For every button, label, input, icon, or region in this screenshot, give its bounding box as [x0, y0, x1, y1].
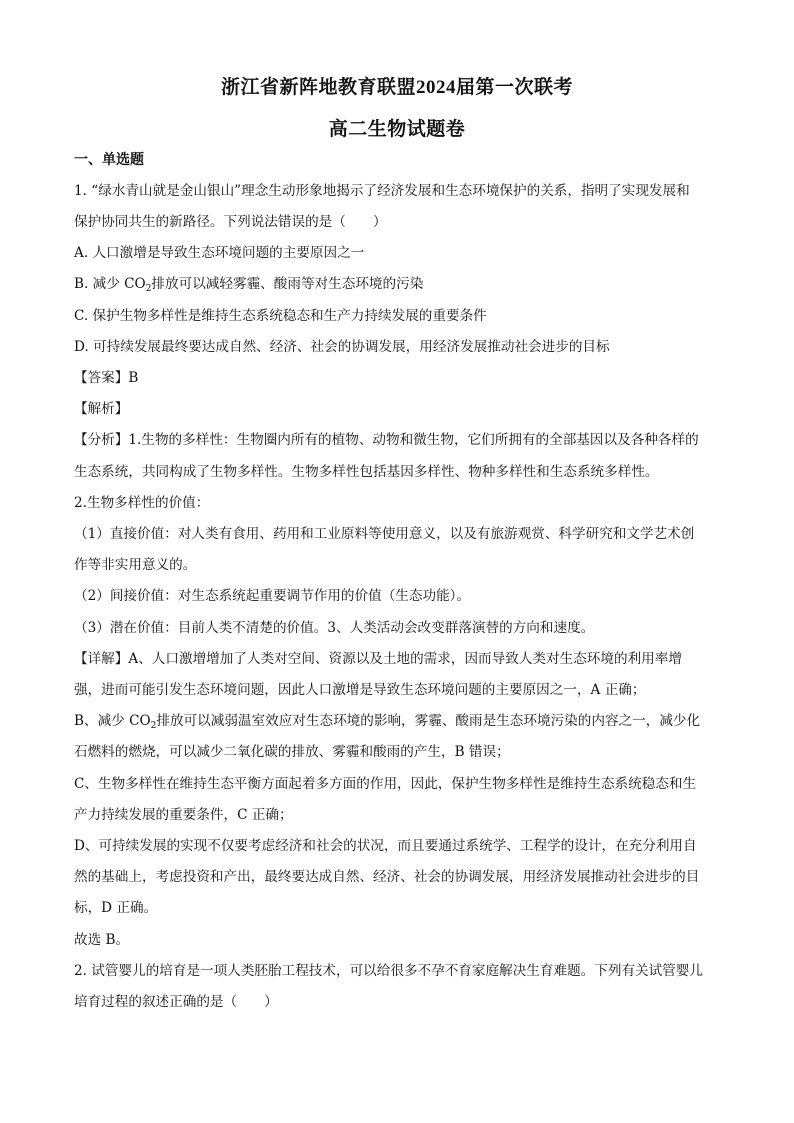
q1-conclusion: 故选 B。 [74, 932, 130, 948]
q1-detail-d-line-3: 标，D 正确。 [74, 900, 158, 916]
q1-option-b-text: B. 减少 CO [74, 276, 146, 292]
section-heading: 一、单选题 [74, 152, 144, 168]
q1-detail-b-line-1 [74, 711, 724, 731]
q1-potential-value: （3）潜在价值：目前人类不清楚的价值。3、人类活动会改变群落演替的方向和速度。 [74, 620, 595, 636]
q1-detail-d-line-1: D、可持续发展的实现不仅要考虑经济和社会的状况，而且要通过系统学、工程学的设计，在充分利用自 [74, 838, 697, 854]
q1-detail-b-line-2: 石燃料的燃烧，可以减少二氧化碳的排放、雾霾和酸雨的产生，B 错误； [74, 744, 510, 760]
q1-value-heading: 2.生物多样性的价值： [74, 495, 210, 511]
exam-title: 浙江省新阵地教育联盟2024届第一次联考 [220, 77, 573, 98]
q1-answer: 【答案】B [74, 370, 139, 386]
q1-option-c: C. 保护生物多样性是维持生态系统稳态和生产力持续发展的重要条件 [74, 308, 487, 324]
q1-option-d: D. 可持续发展最终要达成自然、经济、社会的协调发展，用经济发展推动社会进步的目标 [74, 339, 610, 355]
q1-detail-c-line-1: C、生物多样性在维持生态平衡方面起着多方面的作用，因此，保护生物多样性是维持生态系统稳态和生 [74, 776, 697, 792]
q1-detail-b-text-rest: 排放可以减弱温室效应对生态环境的影响，雾霾、酸雨是生态环境污染的内容之一，减少化 [156, 713, 701, 729]
q1-direct-value-line-1: （1）直接价值：对人类有食用、药用和工业原料等使用意义，以及有旅游观赏、科学研究和文学艺术创 [74, 526, 695, 542]
q1-analysis-label: 【解析】 [74, 401, 129, 417]
q1-detail-b-text: B、减少 CO [74, 713, 151, 729]
q1-fenxi-line-1: 【分析】1.生物的多样性：生物圈内所有的植物、动物和微生物，它们所拥有的全部基因以及各种各样的 [74, 432, 699, 448]
q1-option-b [74, 274, 724, 294]
q1-indirect-value: （2）间接价值：对生态系统起重要调节作用的价值（生态功能）。 [74, 588, 471, 604]
q1-stem-line-1: 1. “绿水青山就是金山银山”理念生动形象地揭示了经济发展和生态环境保护的关系，指明了实现发展和 [74, 183, 690, 199]
q1-fenxi-line-2: 生态系统，共同构成了生物多样性。生物多样性包括基因多样性、物种多样性和生态系统多样性。 [74, 464, 659, 480]
q1-detail-d-line-2: 然的基础上，考虑投资和产出，最终要达成自然、经济、社会的协调发展，用经济发展推动社会进步的目 [74, 869, 700, 885]
q2-stem-line-2: 培育过程的叙述正确的是（ ） [74, 994, 278, 1010]
q1-option-a: A. 人口激增是导致生态环境问题的主要原因之一 [74, 245, 365, 261]
q1-detail-a-line-2: 强，进而可能引发生态环境问题，因此人口激增是导致生态环境问题的主要原因之一，A 正确； [74, 682, 646, 698]
q1-option-b-subscript: 2 [145, 284, 152, 294]
exam-subtitle: 高二生物试题卷 [328, 119, 466, 140]
q2-stem-line-1: 2. 试管婴儿的培育是一项人类胚胎工程技术，可以给很多不孕不育家庭解决生育难题。下列有关试管婴儿 [74, 963, 704, 979]
q1-detail-b-subscript: 2 [150, 721, 157, 731]
q1-option-b-text-rest: 排放可以减轻雾霾、酸雨等对生态环境的污染 [151, 276, 424, 292]
q1-detail-a-line-1: 【详解】A、人口激增增加了人类对空间、资源以及土地的需求，因而导致人类对生态环境的利用率增 [74, 651, 682, 667]
q1-detail-c-line-2: 产力持续发展的重要条件，C 正确； [74, 807, 293, 823]
q1-stem-line-2: 保护协同共生的新路径。下列说法错误的是（ ） [74, 214, 387, 230]
q1-direct-value-line-2: 作等非实用意义的。 [74, 557, 197, 573]
